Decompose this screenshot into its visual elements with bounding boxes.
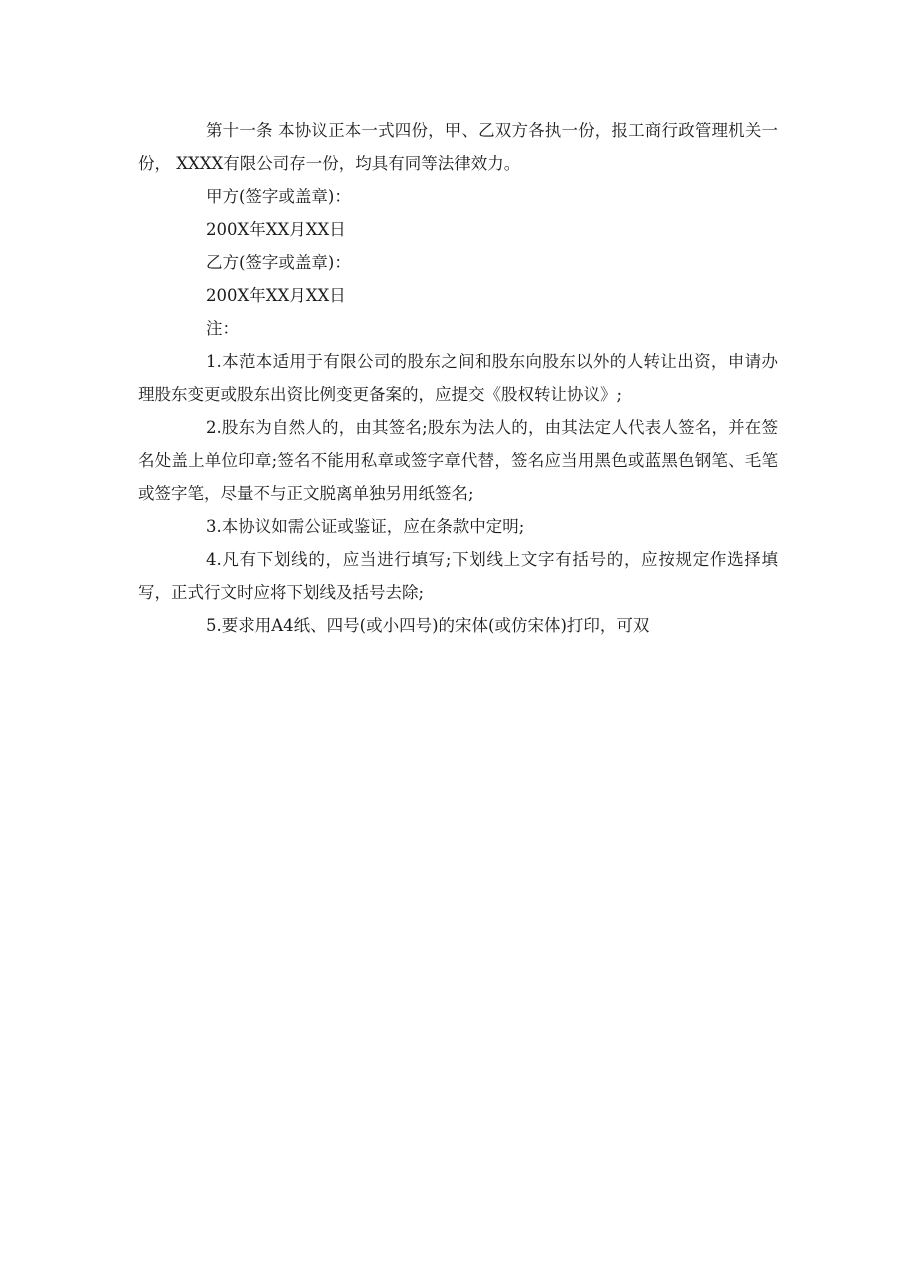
party-a-signature-line: 甲方(签字或盖章)： — [206, 187, 351, 206]
party-a-date-line: 200X年XX月XX日 — [206, 220, 346, 239]
document-body — [138, 114, 778, 642]
note-item-1: 1.本范本适用于有限公司的股东之间和股东向股东以外的人转让出资，申请办理股东变更或股东出资比例变更备案的，应提交《股权转让协议》; — [138, 352, 778, 404]
article-11-paragraph: 第十一条 本协议正本一式四份，甲、乙双方各执一份，报工商行政管理机关一份， XXXX有限公司存一份，均具有同等法律效力。 — [138, 121, 778, 173]
note-item-5: 5.要求用A4纸、四号(或小四号)的宋体(或仿宋体)打印，可双 — [206, 616, 650, 635]
note-label: 注： — [206, 319, 239, 338]
note-item-4: 4.凡有下划线的，应当进行填写;下划线上文字有括号的，应按规定作选择填写，正式行文时应将下划线及括号去除; — [138, 550, 778, 602]
party-b-date-line: 200X年XX月XX日 — [206, 286, 346, 305]
note-item-3: 3.本协议如需公证或鉴证，应在条款中定明; — [206, 517, 525, 536]
note-item-2: 2.股东为自然人的，由其签名;股东为法人的，由其法定人代表人签名，并在签名处盖上单位印章;签名不能用私章或签字章代替，签名应当用黑色或蓝黑色钢笔、毛笔或签字笔，尽量不与正文脱离单独另用纸签名; — [138, 418, 778, 503]
party-b-signature-line: 乙方(签字或盖章)： — [206, 253, 351, 272]
